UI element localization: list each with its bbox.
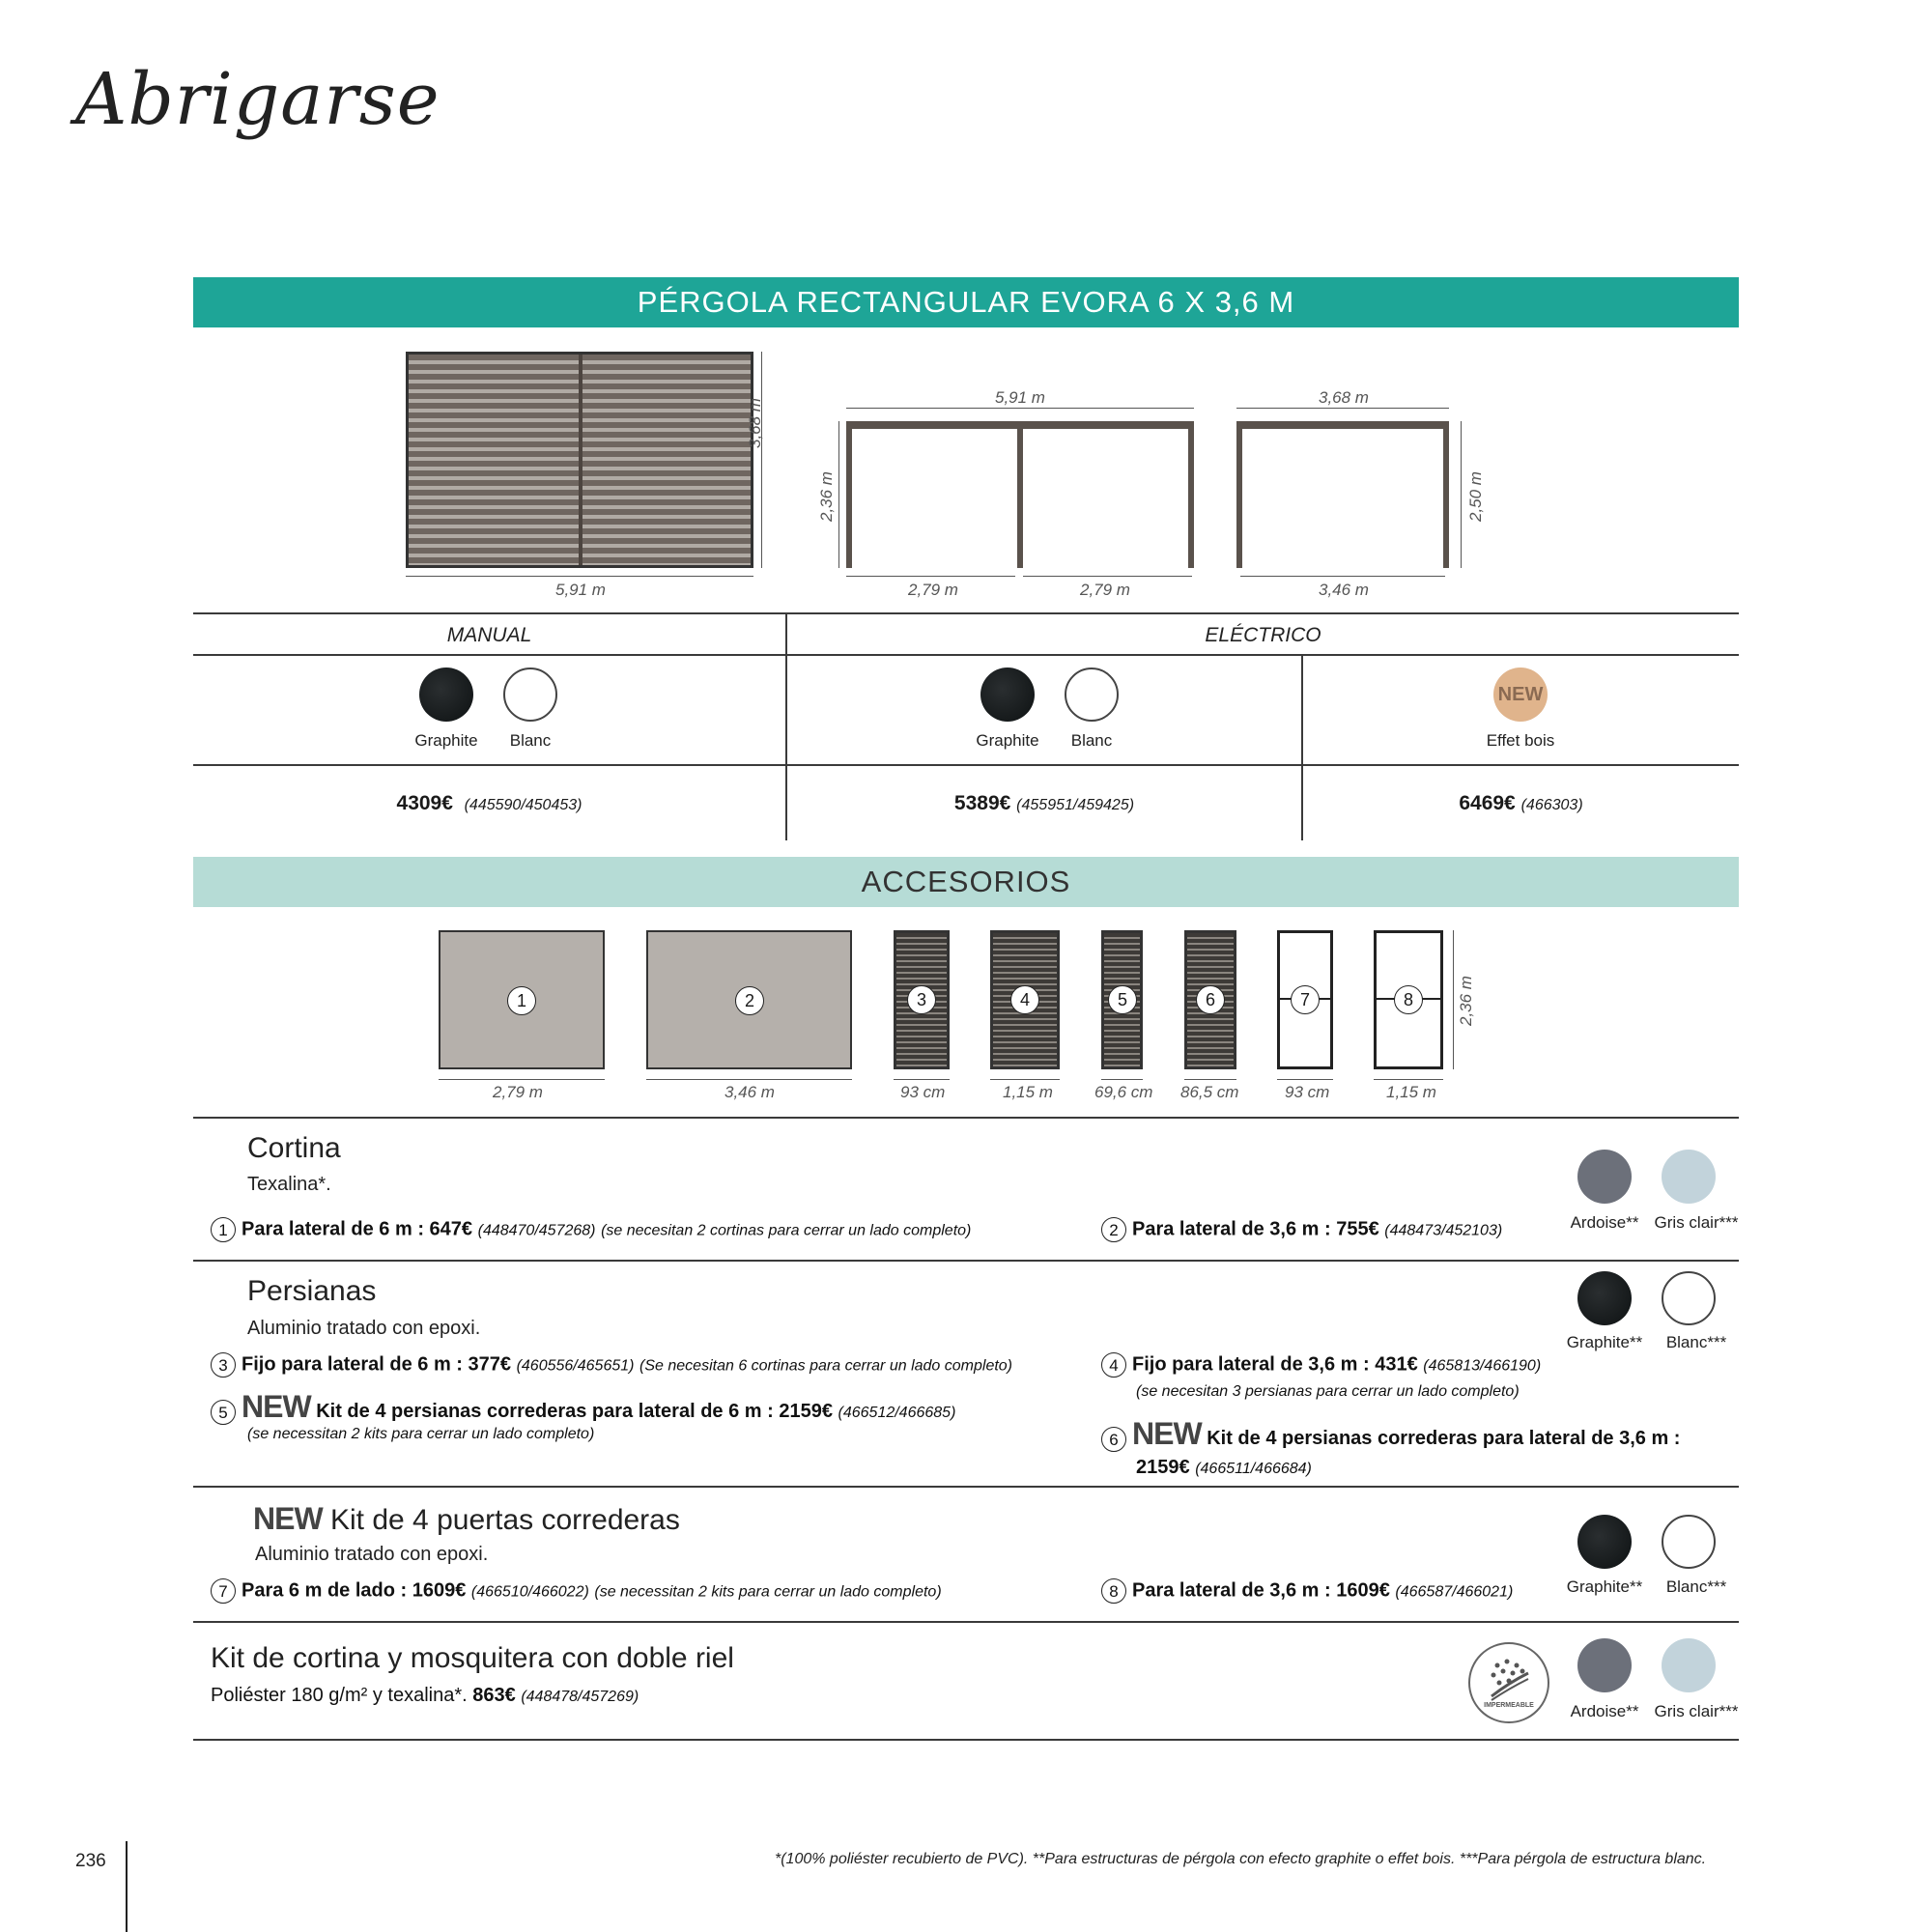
- puertas-subtitle: Aluminio tratado con epoxi.: [255, 1544, 489, 1565]
- manual-color-graphite: Graphite: [414, 731, 478, 750]
- panel-1-width: 2,79 m: [493, 1083, 543, 1101]
- cortina-item-1: 1 Para lateral de 6 m : 647€ (448470/457268) (se necesitan 2 cortinas para cerrar un lado completo): [211, 1217, 971, 1242]
- persianas-item-5-note: (se necessitan 2 kits para cerrar un lado completo): [247, 1426, 595, 1442]
- item-number: 5: [211, 1400, 236, 1425]
- panel-number: 3: [907, 985, 936, 1014]
- persianas-item-6: 6 NEW Kit de 4 persianas correderas para lateral de 3,6 m :: [1101, 1416, 1680, 1452]
- puertas-color-blanc: Blanc***: [1665, 1577, 1727, 1596]
- panel-number: 5: [1108, 985, 1137, 1014]
- persianas-item-5: 5 NEW Kit de 4 persianas correderas para lateral de 6 m : 2159€ (466512/466685): [211, 1389, 955, 1425]
- accessory-panel-8: [1374, 930, 1443, 1069]
- swatch-blanc: [1065, 668, 1119, 722]
- electrico-color-effet-bois: Effet bois: [1486, 731, 1555, 750]
- puertas-title: NEW Kit de 4 puertas correderas: [253, 1501, 680, 1536]
- accesorios-height-label: 2,36 m: [1457, 976, 1475, 1026]
- kit-mosquitera-title: Kit de cortina y mosquitera con doble riel: [211, 1642, 734, 1674]
- panel-number: 1: [507, 986, 536, 1015]
- electrico-color-graphite: Graphite: [976, 731, 1039, 750]
- top-view-width-label: 5,91 m: [555, 581, 606, 599]
- col-electrico-header: ELÉCTRICO: [1205, 624, 1321, 646]
- kit-color-gris-clair: Gris clair***: [1654, 1702, 1739, 1720]
- price-electrico: 5389€ (455951/459425): [953, 792, 1135, 814]
- persianas-item-6-price: 2159€ (466511/466684): [1136, 1457, 1312, 1478]
- persianas-color-graphite: Graphite**: [1566, 1333, 1643, 1351]
- panel-number: 7: [1291, 985, 1320, 1014]
- front-span-a-label: 2,79 m: [908, 581, 958, 599]
- front-view-width-label: 5,91 m: [995, 388, 1045, 407]
- cortina-title: Cortina: [247, 1132, 341, 1164]
- item-number: 4: [1101, 1352, 1126, 1378]
- swatch-gris-clair: [1662, 1638, 1716, 1692]
- pergola-top-view: [406, 352, 753, 568]
- item-number: 8: [1101, 1578, 1126, 1604]
- panel-5-width: 69,6 cm: [1094, 1083, 1153, 1101]
- front-view-height-label: 2,36 m: [817, 471, 836, 522]
- swatch-ardoise: [1577, 1638, 1632, 1692]
- kit-color-ardoise: Ardoise**: [1570, 1702, 1639, 1720]
- section-script-title: Abrigarse: [75, 58, 440, 141]
- product-title-band: [193, 277, 1739, 327]
- impermeable-icon: [1468, 1642, 1549, 1723]
- panel-number: 2: [735, 986, 764, 1015]
- puertas-item-7: 7 Para 6 m de lado : 1609€ (466510/466022) (se necessitan 2 kits para cerrar un lado completo): [211, 1578, 942, 1604]
- cortina-color-ardoise: Ardoise**: [1570, 1213, 1639, 1232]
- swatch-gris-clair: [1662, 1150, 1716, 1204]
- accessory-panel-6: [1184, 930, 1236, 1069]
- swatch-graphite: [419, 668, 473, 722]
- persianas-title: Persianas: [247, 1275, 377, 1307]
- kit-mosquitera-description: Poliéster 180 g/m² y texalina*. 863€ (448478/457269): [211, 1685, 639, 1706]
- side-view-width-label: 3,68 m: [1319, 388, 1369, 407]
- impermeable-label: IMPERMEABLE: [1484, 1702, 1534, 1709]
- top-view-height-label: 3,68 m: [746, 398, 764, 448]
- cortina-item-2: 2 Para lateral de 3,6 m : 755€ (448473/452103): [1101, 1217, 1502, 1242]
- electrico-color-blanc: Blanc: [1070, 731, 1113, 750]
- swatch-graphite: [1577, 1271, 1632, 1325]
- new-badge: NEW: [1497, 683, 1544, 705]
- swatch-blanc: [1662, 1271, 1716, 1325]
- cortina-subtitle: Texalina*.: [247, 1174, 331, 1195]
- cortina-color-gris-clair: Gris clair***: [1654, 1213, 1739, 1232]
- item-number: 6: [1101, 1427, 1126, 1452]
- footnote: *(100% poliéster recubierto de PVC). **Para estructuras de pérgola con efecto graphite o effet bois. ***Para pérgola de estructura blanc.: [775, 1851, 1707, 1867]
- persianas-item-4-note: (se necesitan 3 persianas para cerrar un lado completo): [1136, 1383, 1520, 1400]
- side-view-height-label: 2,50 m: [1466, 471, 1485, 522]
- pergola-side-view: [1236, 421, 1449, 568]
- persianas-item-4: 4 Fijo para lateral de 3,6 m : 431€ (465813/466190): [1101, 1352, 1541, 1378]
- panel-8-width: 1,15 m: [1386, 1083, 1436, 1101]
- item-number: 1: [211, 1217, 236, 1242]
- side-bottom-label: 3,46 m: [1319, 581, 1369, 599]
- accessory-panel-4: [990, 930, 1060, 1069]
- persianas-color-blanc: Blanc***: [1665, 1333, 1727, 1351]
- panel-4-width: 1,15 m: [1003, 1083, 1053, 1101]
- price-effet-bois: 6469€ (466303): [1459, 792, 1583, 814]
- swatch-effet-bois-new: [1493, 668, 1548, 722]
- page-number: 236: [75, 1851, 106, 1871]
- manual-color-blanc: Blanc: [509, 731, 552, 750]
- swatch-graphite: [1577, 1515, 1632, 1569]
- front-span-b-label: 2,79 m: [1080, 581, 1130, 599]
- panel-number: 6: [1196, 985, 1225, 1014]
- persianas-subtitle: Aluminio tratado con epoxi.: [247, 1318, 481, 1339]
- panel-6-width: 86,5 cm: [1180, 1083, 1239, 1101]
- panel-number: 8: [1394, 985, 1423, 1014]
- swatch-blanc: [1662, 1515, 1716, 1569]
- panel-2-width: 3,46 m: [724, 1083, 775, 1101]
- swatch-graphite: [980, 668, 1035, 722]
- accesorios-title: ACCESORIOS: [861, 865, 1071, 898]
- item-number: 2: [1101, 1217, 1126, 1242]
- accessory-panel-3: [894, 930, 950, 1069]
- swatch-blanc: [503, 668, 557, 722]
- accessory-panel-2: [646, 930, 852, 1069]
- col-manual-header: MANUAL: [446, 624, 532, 646]
- swatch-ardoise: [1577, 1150, 1632, 1204]
- accesorios-band: [193, 857, 1739, 907]
- panel-3-width: 93 cm: [900, 1083, 946, 1101]
- accessory-panel-5: [1101, 930, 1143, 1069]
- item-number: 7: [211, 1578, 236, 1604]
- product-title: PÉRGOLA RECTANGULAR EVORA 6 X 3,6 M: [637, 285, 1295, 319]
- puertas-item-8: 8 Para lateral de 3,6 m : 1609€ (466587/466021): [1101, 1578, 1513, 1604]
- panel-number: 4: [1010, 985, 1039, 1014]
- persianas-item-3: 3 Fijo para lateral de 6 m : 377€ (460556/465651) (Se necesitan 6 cortinas para cerrar un lado completo): [211, 1352, 1012, 1378]
- puertas-color-graphite: Graphite**: [1566, 1577, 1643, 1596]
- panel-7-width: 93 cm: [1285, 1083, 1330, 1101]
- accessory-panel-1: [439, 930, 605, 1069]
- item-number: 3: [211, 1352, 236, 1378]
- accessory-panel-7: [1277, 930, 1333, 1069]
- price-manual: 4309€ (445590/450453): [396, 792, 582, 814]
- pergola-front-view: [846, 421, 1194, 568]
